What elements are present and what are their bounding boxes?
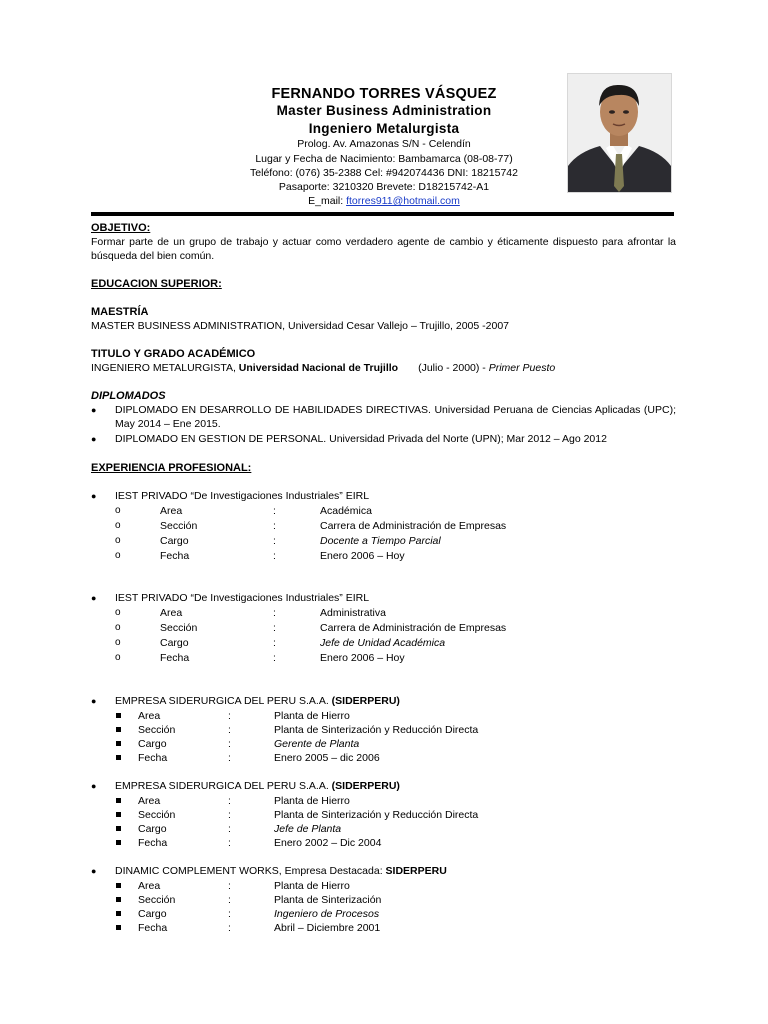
square-bullet-icon [116,812,121,817]
square-bullet-icon [116,840,121,845]
employer-name: EMPRESA SIDERURGICA DEL PERU S.A.A. [115,780,332,792]
square-bullet-icon [116,826,121,831]
bullet-icon: ● [91,491,97,501]
field-separator: : [228,837,231,849]
diplomas-title: DIPLOMADOS [91,390,166,402]
circle-bullet-icon: o [115,652,121,663]
experience-title: EXPERIENCIA PROFESIONAL: [91,462,252,474]
employer-name: DINAMIC COMPLEMENT WORKS, Empresa Destacada: [115,865,386,877]
field-value: Jefe de Unidad Académica [320,637,446,649]
field-separator: : [228,894,231,906]
bullet-icon: ● [91,696,97,706]
field-separator: : [273,505,276,517]
circle-bullet-icon: o [115,535,121,546]
field-label: Area [138,795,161,807]
field-label: Sección [160,520,198,532]
employer-name: IEST PRIVADO “De Investigaciones Industriales” EIRL [115,490,370,502]
employer-company: (SIDERPERU) [331,780,400,792]
degree-title: TITULO Y GRADO ACADÉMICO [91,348,256,360]
field-value: Ingeniero de Procesos [274,908,380,920]
field-value: Académica [320,505,372,517]
circle-bullet-icon: o [115,520,121,531]
employer-company: SIDERPERU [385,865,447,877]
field-label: Sección [138,809,176,821]
field-separator: : [228,922,231,934]
field-label: Cargo [138,738,167,750]
circle-bullet-icon: o [115,637,121,648]
employer-line [115,694,400,708]
masters-title: MAESTRÍA [91,306,149,318]
field-value: Planta de Sinterización y Reducción Directa [274,809,479,821]
field-value: Abril – Diciembre 2001 [274,922,381,934]
email-label: E_mail: [308,195,347,207]
bullet-icon: ● [91,593,97,603]
field-value: Planta de Sinterización [274,894,382,906]
field-separator: : [228,809,231,821]
bullet-icon: ● [91,434,97,444]
square-bullet-icon [116,741,121,746]
employer-name: EMPRESA SIDERURGICA DEL PERU S.A.A. [115,695,332,707]
circle-bullet-icon: o [115,622,121,633]
field-separator: : [273,535,276,547]
header-divider [91,212,674,216]
degree-university: Universidad Nacional de Trujillo [238,362,399,374]
degree-line [91,361,676,375]
degree-date: (Julio - 2000) - [418,362,489,374]
circle-bullet-icon: o [115,550,121,561]
field-separator: : [273,550,276,562]
field-label: Sección [160,622,198,634]
field-separator: : [273,652,276,664]
square-bullet-icon [116,755,121,760]
field-label: Area [160,505,183,517]
square-bullet-icon [116,925,121,930]
bullet-icon: ● [91,866,97,876]
field-value: Administrativa [320,607,386,619]
circle-bullet-icon: o [115,607,121,618]
field-value: Jefe de Planta [274,823,342,835]
square-bullet-icon [116,883,121,888]
profile-photo [567,73,672,193]
field-value: Planta de Hierro [274,710,350,722]
square-bullet-icon [116,798,121,803]
phone-info: Teléfono: (076) 35-2388 Cel: #942074436 DNI: 18215742 [250,167,518,179]
field-label: Area [138,880,161,892]
field-value: Planta de Sinterización y Reducción Directa [274,724,479,736]
field-separator: : [273,520,276,532]
degree-mba: Master Business Administration [276,103,492,118]
bullet-icon: ● [91,781,97,791]
field-value: Enero 2005 – dic 2006 [274,752,380,764]
field-value: Enero 2002 – Dic 2004 [274,837,382,849]
email-line [0,193,768,209]
objective-title: OBJETIVO: [91,222,151,234]
field-label: Cargo [160,535,189,547]
portrait-image [568,74,671,192]
field-label: Fecha [138,752,168,764]
field-label: Fecha [138,922,168,934]
circle-bullet-icon: o [115,505,121,516]
degree-engineer: Ingeniero Metalurgista [308,121,460,136]
field-label: Cargo [160,637,189,649]
address: Prolog. Av. Amazonas S/N - Celendín [297,138,471,150]
field-value: Planta de Hierro [274,880,350,892]
square-bullet-icon [116,727,121,732]
square-bullet-icon [116,897,121,902]
field-separator: : [273,622,276,634]
field-separator: : [228,724,231,736]
square-bullet-icon [116,911,121,916]
field-value: Planta de Hierro [274,795,350,807]
field-label: Cargo [138,908,167,920]
birth-info: Lugar y Fecha de Nacimiento: Bambamarca (08-08-77) [255,153,513,165]
email-link[interactable]: ftorres911@hotmail.com [346,195,460,207]
bullet-icon: ● [91,405,97,415]
field-separator: : [273,637,276,649]
field-label: Sección [138,724,176,736]
field-separator: : [228,795,231,807]
employer-line [115,864,447,878]
candidate-name: FERNANDO TORRES VÁSQUEZ [271,86,497,102]
field-value: Carrera de Administración de Empresas [320,520,507,532]
objective-text: Formar parte de un grupo de trabajo y actuar como verdadero agente de cambio y éticamente dispuesto para afrontar la búsqueda del bien común. [91,236,676,262]
degree-rank: Primer Puesto [488,362,556,374]
field-separator: : [228,908,231,920]
employer-company: (SIDERPERU) [331,695,400,707]
field-separator: : [228,823,231,835]
objective-section [91,221,676,263]
field-value: Enero 2006 – Hoy [320,550,405,562]
square-bullet-icon [116,713,121,718]
field-label: Cargo [138,823,167,835]
diploma-item: DIPLOMADO EN GESTION DE PERSONAL. Universidad Privada del Norte (UPN); Mar 2012 – Ago 2012 [115,433,607,445]
field-label: Fecha [160,550,190,562]
degree-text: INGENIERO METALURGISTA, [91,362,239,374]
field-label: Area [138,710,161,722]
field-value: Enero 2006 – Hoy [320,652,405,664]
field-value: Carrera de Administración de Empresas [320,622,507,634]
field-separator: : [228,738,231,750]
passport-info: Pasaporte: 3210320 Brevete: D18215742-A1 [278,181,490,193]
field-value: Gerente de Planta [274,738,360,750]
field-label: Area [160,607,183,619]
diploma-item: DIPLOMADO EN DESARROLLO DE HABILIDADES DIRECTIVAS. Universidad Peruana de Ciencias Aplicadas (UPC); May 2014 – Ene 2015. [115,404,676,430]
employer-name: IEST PRIVADO “De Investigaciones Industriales” EIRL [115,592,370,604]
field-label: Sección [138,894,176,906]
field-separator: : [273,607,276,619]
field-value: Docente a Tiempo Parcial [320,535,441,547]
masters-text: MASTER BUSINESS ADMINISTRATION, Universidad Cesar Vallejo – Trujillo, 2005 -2007 [91,320,510,332]
field-separator: : [228,880,231,892]
employer-line [115,779,400,793]
field-separator: : [228,752,231,764]
field-label: Fecha [138,837,168,849]
field-separator: : [228,710,231,722]
field-label: Fecha [160,652,190,664]
education-title: EDUCACION SUPERIOR: [91,278,222,290]
